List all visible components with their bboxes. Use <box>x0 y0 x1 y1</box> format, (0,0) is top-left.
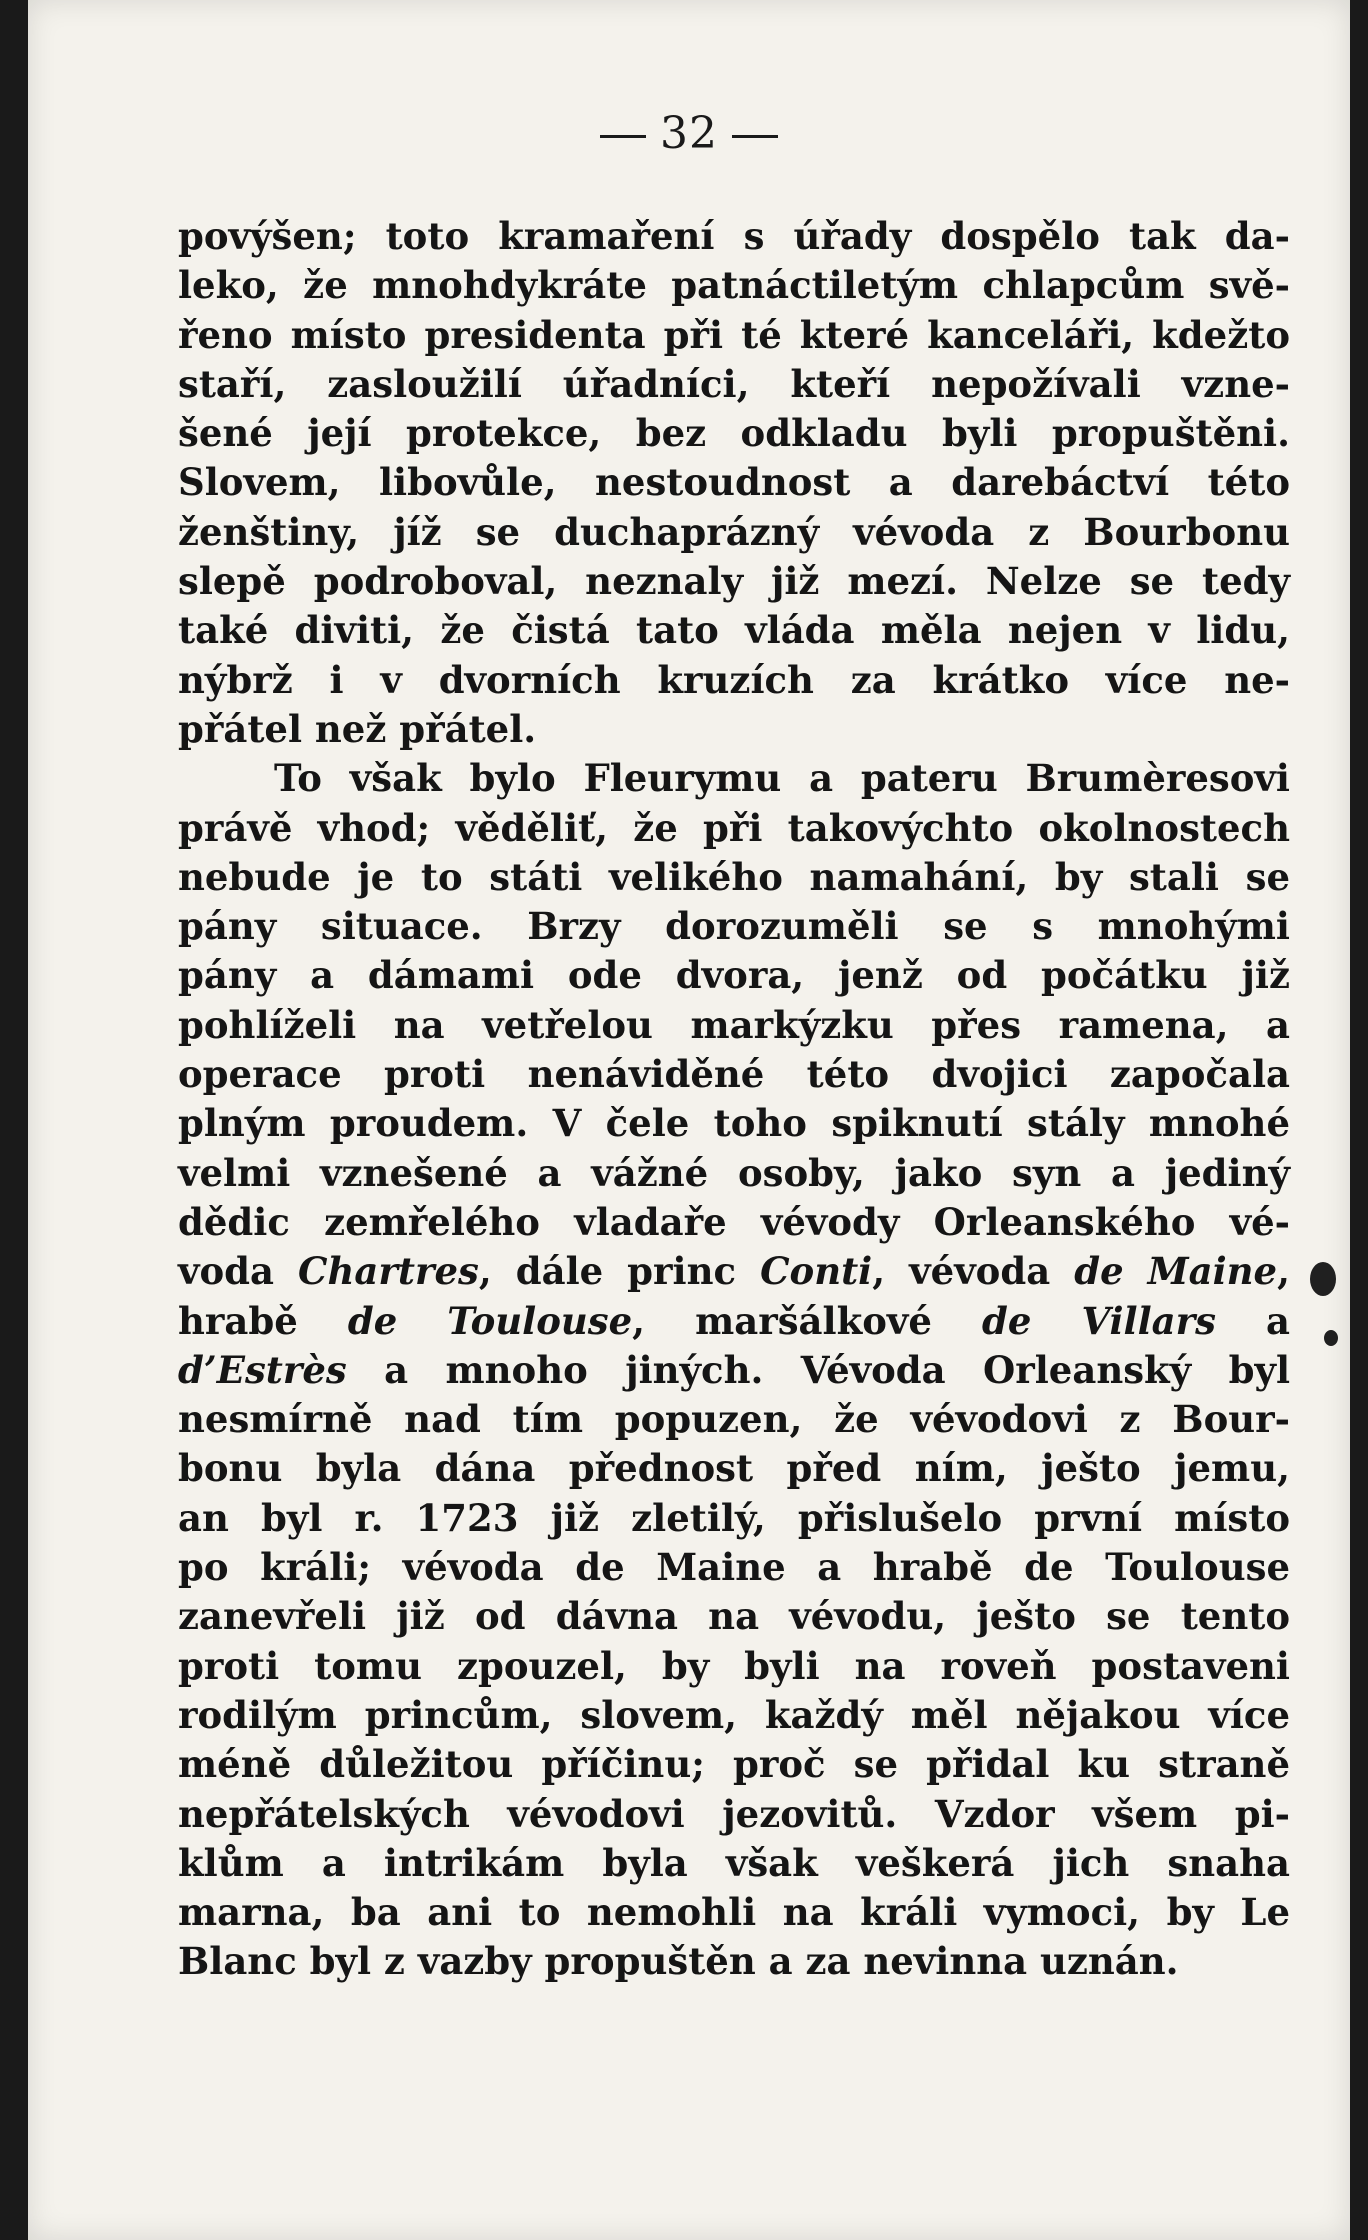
text-line <box>178 1839 1290 1888</box>
text-segment: slepě podroboval, neznaly již mezí. Nelze se tedy <box>178 559 1290 604</box>
text-line <box>178 853 1290 902</box>
italic-text: de Maine <box>1074 1249 1278 1294</box>
text-segment: dědic zemřelého vladaře vévody Orleanského vé- <box>178 1199 1290 1244</box>
text-segment: proti tomu zpouzel, by byli na roveň postaveni <box>178 1643 1290 1688</box>
text-segment: leko, že mnohdykráte patnáctiletým chlapcům svě- <box>178 263 1290 308</box>
text-segment: pohlíželi na vetřelou markýzku přes ramena, a <box>178 1002 1290 1047</box>
text-segment: To však bylo Fleurymu a pateru Brumèresovi <box>274 756 1290 801</box>
text-line <box>178 1395 1290 1444</box>
text-line <box>178 1346 1290 1395</box>
text-line <box>178 1740 1290 1789</box>
text-segment: voda <box>178 1249 299 1294</box>
text-segment: pány a dámami ode dvora, jenž od počátku již <box>178 953 1290 998</box>
text-segment: hrabě <box>178 1298 348 1343</box>
text-line <box>178 1592 1290 1641</box>
text-segment: nepřátelských vévodovi jezovitů. Vzdor všem pi- <box>178 1791 1290 1836</box>
body-text <box>178 212 1290 1987</box>
text-segment: Blanc byl z vazby propuštěn a za nevinna uznán. <box>178 1939 1179 1984</box>
italic-text: Conti <box>760 1249 873 1294</box>
ink-spot <box>1324 1330 1338 1346</box>
text-line <box>178 1050 1290 1099</box>
text-line <box>178 1149 1290 1198</box>
text-segment: bonu byla dána přednost před ním, ješto jemu, <box>178 1446 1290 1491</box>
text-line <box>178 1494 1290 1543</box>
page-number-value: 32 <box>660 108 718 159</box>
text-line <box>178 951 1290 1000</box>
left-dash <box>600 135 646 138</box>
text-segment: pány situace. Brzy dorozuměli se s mnohými <box>178 904 1290 949</box>
text-line <box>178 1001 1290 1050</box>
text-line <box>178 557 1290 606</box>
text-segment: nýbrž i v dvorních kruzích za krátko více ne- <box>178 657 1290 702</box>
text-segment: méně důležitou příčinu; proč se přidal ku straně <box>178 1742 1290 1787</box>
italic-text: de Villars <box>981 1298 1216 1343</box>
text-segment: , maršálkové <box>632 1298 982 1343</box>
text-line <box>178 1444 1290 1493</box>
text-segment: právě vhod; věděliť, že při takovýchto okolnostech <box>178 805 1290 850</box>
italic-text: d’Estrès <box>178 1347 347 1392</box>
text-line <box>178 1888 1290 1937</box>
text-segment: klům a intrikám byla však veškerá jich snaha <box>178 1840 1290 1885</box>
text-line <box>178 804 1290 853</box>
text-segment: , <box>1277 1249 1290 1294</box>
text-line <box>178 1937 1290 1986</box>
text-line <box>178 212 1290 261</box>
book-page <box>28 0 1350 2240</box>
text-segment: také diviti, že čistá tato vláda měla nejen v lidu, <box>178 608 1290 653</box>
text-line <box>178 1198 1290 1247</box>
text-line <box>178 1642 1290 1691</box>
text-segment: Slovem, libovůle, nestoudnost a darebáctví této <box>178 460 1290 505</box>
text-line <box>178 1790 1290 1839</box>
italic-text: Chartres <box>298 1249 479 1294</box>
italic-text: de Toulouse <box>347 1298 633 1343</box>
text-line <box>178 458 1290 507</box>
ink-spot <box>1310 1262 1336 1296</box>
text-segment: a mnoho jiných. Vévoda Orleanský byl <box>346 1347 1290 1392</box>
right-dash <box>732 135 778 138</box>
text-segment: ženštiny, jíž se duchaprázný vévoda z Bourbonu <box>178 509 1290 554</box>
text-segment: a <box>1215 1298 1290 1343</box>
text-segment: staří, zasloužilí úřadníci, kteří nepožívali vzne- <box>178 361 1290 406</box>
text-segment: šené její protekce, bez odkladu byli propuštěni. <box>178 411 1290 456</box>
text-line <box>178 1543 1290 1592</box>
text-line <box>178 1691 1290 1740</box>
text-line <box>178 1247 1290 1296</box>
text-line <box>178 656 1290 705</box>
text-segment: , vévoda <box>872 1249 1075 1294</box>
text-line <box>178 360 1290 409</box>
text-line <box>178 311 1290 360</box>
text-segment: , dále princ <box>478 1249 761 1294</box>
text-line <box>178 508 1290 557</box>
text-segment: rodilým princům, slovem, každý měl nějakou více <box>178 1692 1290 1737</box>
text-line <box>178 409 1290 458</box>
text-segment: po králi; vévoda de Maine a hrabě de Toulouse <box>178 1545 1290 1590</box>
text-line <box>178 1297 1290 1346</box>
text-line <box>178 606 1290 655</box>
text-line <box>178 902 1290 951</box>
text-segment: plným proudem. V čele toho spiknutí stály mnohé <box>178 1101 1290 1146</box>
text-segment: nebude je to státi velikého namahání, by stali se <box>178 854 1290 899</box>
text-line <box>178 1099 1290 1148</box>
text-segment: an byl r. 1723 již zletilý, přislušelo první místo <box>178 1495 1290 1540</box>
text-line <box>178 261 1290 310</box>
text-segment: přátel než přátel. <box>178 706 537 751</box>
text-segment: řeno místo presidenta při té které kanceláři, kdežto <box>178 312 1290 357</box>
text-segment: operace proti nenáviděné této dvojici započala <box>178 1052 1290 1097</box>
text-segment: povýšen; toto kramaření s úřady dospělo tak da- <box>178 214 1290 258</box>
text-line <box>178 754 1290 803</box>
text-line <box>178 705 1290 754</box>
text-segment: marna, ba ani to nemohli na králi vymoci, by Le <box>178 1890 1290 1935</box>
text-segment: nesmírně nad tím popuzen, že vévodovi z Bour- <box>178 1397 1290 1442</box>
text-segment: zanevřeli již od dávna na vévodu, ješto se tento <box>178 1594 1290 1639</box>
page-number <box>28 108 1350 159</box>
text-segment: velmi vznešené a vážné osoby, jako syn a jediný <box>178 1150 1290 1195</box>
